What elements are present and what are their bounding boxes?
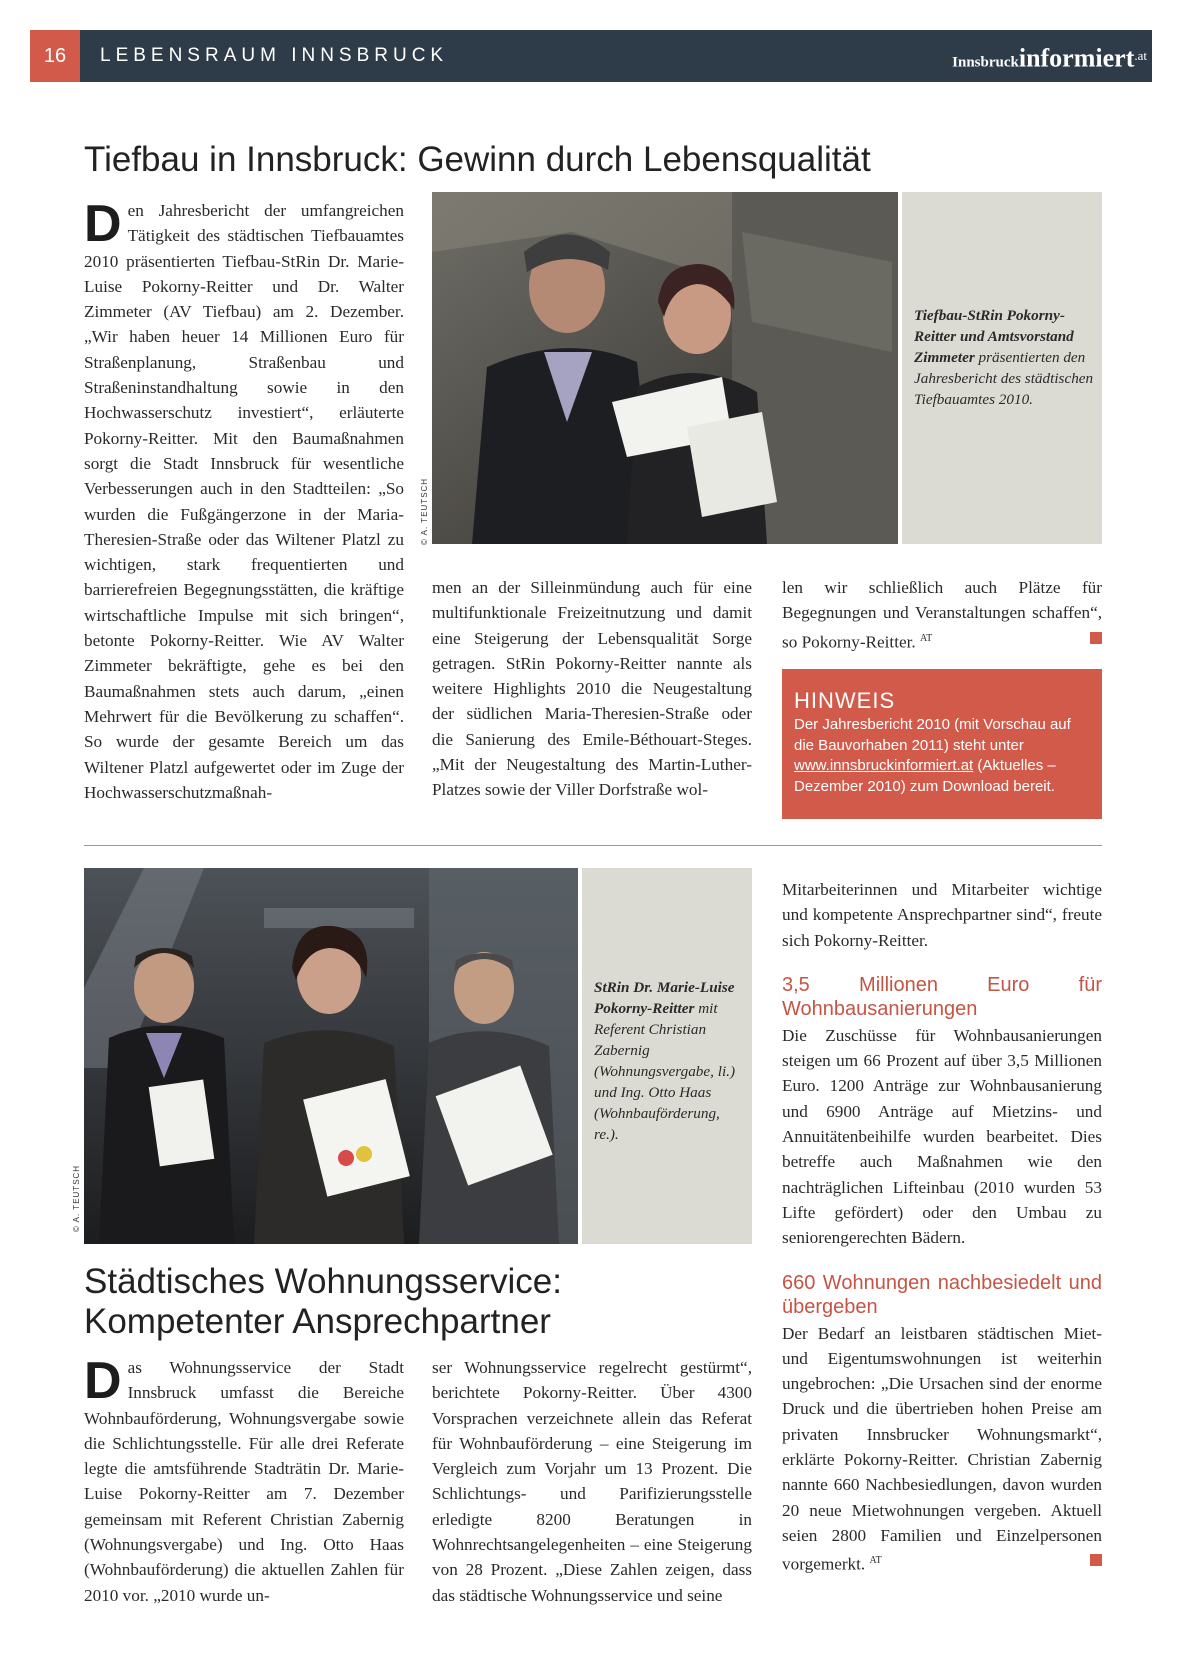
renovation-text: Die Zuschüsse für Wohnbausanierungen steigen um 66 Prozent auf über 3,5 Millionen Euro. 1200 Anträge zur Wohnbausanierung und 6900 Anträge auf Mietzins- und Annuitätenbeihilfe wurden bearbeitet. Dies betreffe auch Maßnahmen wie den nachträglichen Lifteinbau (2010 wurden 53 Lifte gefördert) oder den Umbau zu seniorengerechten Bädern. [782,1025,1102,1248]
author-signature: AT [869,1555,882,1567]
hinweis-link[interactable]: www.innsbruckinformiert.at [794,757,974,774]
end-mark-icon [1090,1554,1102,1566]
photo-credit: © A. TEUTSCH [420,477,429,545]
article2-column-3 [782,877,1102,1577]
brand-prefix: Innsbruck [952,54,1019,71]
caption-bold: Tiefbau-StRin Pokorny-Reitter und Amtsvorstand Zimmeter [914,307,1074,366]
article1-col3-text: len wir schließlich auch Plätze für Begegnungen und Veranstaltungen schaffen“, so Pokorny-Reitter. [782,578,1102,652]
article1-photo-caption [914,305,1094,410]
article1-col2-text: men an der Silleinmündung auch für eine multifunktionale Freizeitnutzung und damit eine Steigerung der Lebensqualität Sorge getragen. StRin Pokorny-Reitter nannte als weitere Highlights 2010 die Neugestaltung der südlichen Maria-Theresien-Straße oder die Sanierung des Emile-Béthouart-Steges. „Mit der Neugestaltung des Martin-Luther-Platzes sowie der Viller Dorfstraße wol- [432,578,752,800]
photo-two-people-reading-report [432,192,898,544]
article1-headline: Tiefbau in Innsbruck: Gewinn durch Lebensqualität [84,140,871,179]
apartments-text: Der Bedarf an leistbaren städtischen Miet- und Eigentumswohnungen ist weiterhin ungebrochen: „Die Ursachen sind der enorme Druck und die übertrieben hohen Preise am privaten Innsbrucker Wohnungsmarkt“, erklärte Pokorny-Reitter. Christian Zabernig nannte 660 Nachbesiedlungen, davon wurden 20 neue Mietwohnungen vergeben. Aktuell seien 2800 Familien und Einzelpersonen vorgemerkt. [782,1323,1102,1574]
page-number: 16 [30,30,80,82]
article1-col1-text: en Jahresbericht der umfangreichen Tätigkeit des städtischen Tiefbauamtes 2010 präsentierten Tiefbau-StRin Dr. Marie-Luise Pokorny-Reitter und Dr. Walter Zimmeter (AV Tiefbau) am 2. Dezember. „Wir haben heuer 14 Millionen Euro für Straßenplanung, Straßenbau und Straßeninstandhaltung sowie in den Hochwasserschutz investiert“, erläuterte Pokorny-Reitter. Mit den Baumaßnahmen sorgt die Stadt Innsbruck für wesentliche Verbesserungen auch in den Stadtteilen: „So wurden die Fußgängerzone in der Maria-Theresien-Straße oder das Wiltener Platzl zu wichtigen, stark frequentierten und barrierefreien Begegnungsstätten, die kräftige wirtschaftliche Impulse mit sich bringen“, betonte Pokorny-Reitter. Wie AV Walter Zimmeter bekräftigte, gehe es bei den Baumaßnahmen stets auch darum, „einen Mehrwert für die Bevölkerung zu schaffen“. So wurde der gesamte Bereich um das Wiltener Platzl aufgewertet oder im Zuge der Hochwasserschutzmaßnah- [84,201,404,802]
caption-text: mit Referent Christian Zabernig (Wohnungsvergabe, li.) und Ing. Otto Haas (Wohnbauförderung, re.). [594,1000,736,1143]
article2-column-2 [432,1355,752,1608]
article2-col2-text: ser Wohnungsservice regelrecht gestürmt“, berichtete Pokorny-Reitter. Über 4300 Vorsprachen verzeichnete allein das Referat für Wohnbauförderung – eine Steigerung im Vergleich zum Vorjahr um 13 Prozent. Die Schlichtungs- und Parifizierungsstelle erledigte 8200 Beratungen in Wohnrechtsangelegenheiten – eine Steigerung von 28 Prozent. „Diese Zahlen zeigen, dass das städtische Wohnungsservice und seine [432,1358,752,1605]
hinweis-text [794,715,1090,797]
article2-headline: Städtisches Wohnungsservice: Kompetenter Ansprechpartner [84,1262,562,1341]
article1-column-2 [432,575,752,803]
article2-col1-text: as Wohnungsservice der Stadt Innsbruck umfasst die Bereiche Wohnbauförderung, Wohnungsvergabe sowie die Schlichtungsstelle. Für alle drei Referate legte die amtsführende Stadträtin Dr. Marie-Luise Pokorny-Reitter am 7. Dezember gemeinsam mit Referent Christian Zabernig (Wohnungsvergabe) und Ing. Otto Haas (Wohnbauförderung) die aktuellen Zahlen für 2010 vor. „2010 wurde un- [84,1358,404,1605]
author-signature: AT [919,632,933,644]
photo-credit: © A. TEUTSCH [72,1164,81,1232]
article1-photo [432,192,898,544]
article1-column-1 [84,195,404,805]
article1-dropcap: D [84,195,122,253]
article2-dropcap: D [84,1352,122,1410]
brand-suffix: .at [1134,48,1147,63]
hinweis-box [782,669,1102,819]
brand-logo [952,30,1147,82]
section-title: LEBENSRAUM INNSBRUCK [100,45,449,66]
hinweis-text-start: Der Jahresbericht 2010 (mit Vorschau auf die Bauvorhaben 2011) steht unter [794,716,1071,754]
article-divider [84,845,1102,846]
article1-column-3 [782,575,1102,655]
end-mark-icon [1090,632,1102,644]
brand-main: informiert [1018,43,1135,73]
subheading-renovation: 3,5 Millionen Euro für Wohnbausanierungen [782,973,1102,1020]
photo-three-people-with-documents [84,868,578,1244]
hinweis-text-end: (Aktuelles – Dezember 2010) zum Download bereit. [794,757,1056,795]
caption-bold: StRin Dr. Marie-Luise Pokorny-Reitter [594,979,735,1017]
article2-col3-intro: Mitarbeiterinnen und Mitarbeiter wichtige und kompetente Ansprechpartner sind“, freute sich Pokorny-Reitter. [782,880,1102,950]
subheading-apartments: 660 Wohnungen nachbesiedelt und übergeben [782,1271,1102,1318]
article2-photo [84,868,578,1244]
hinweis-title: HINWEIS [794,688,896,713]
article2-photo-caption [594,977,746,1145]
caption-text: präsentierten den Jahresbericht des städtischen Tiefbauamtes 2010. [914,349,1094,408]
article2-column-1 [84,1352,404,1608]
